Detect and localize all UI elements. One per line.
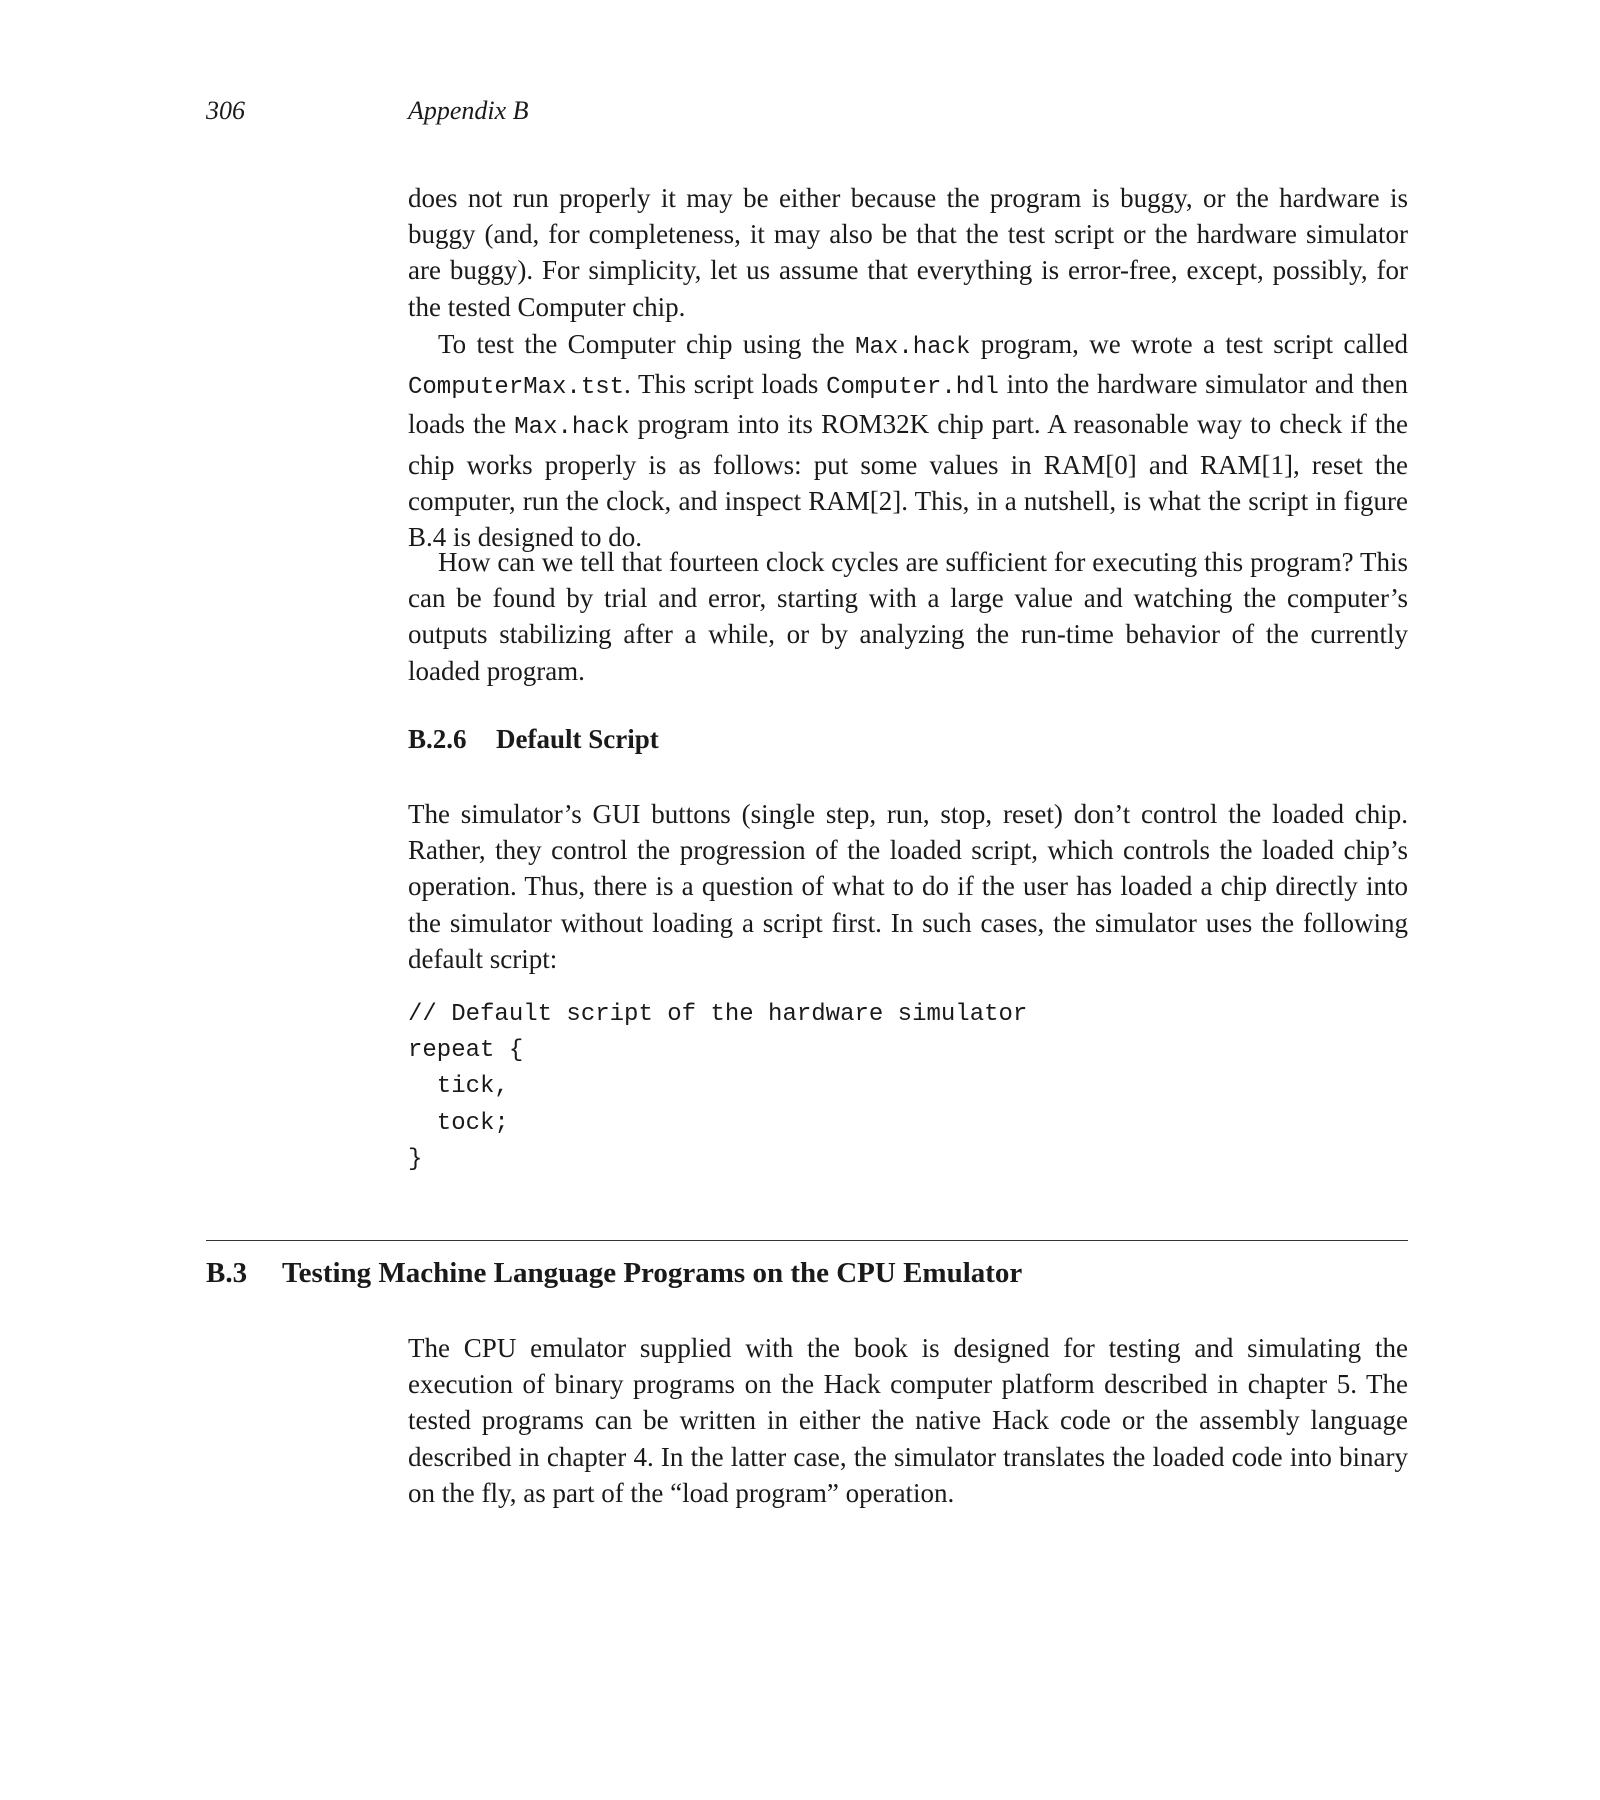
p2-code-max-hack-2: Max.hack — [514, 414, 630, 442]
section-heading — [206, 1257, 1022, 1290]
section-number: B.3 — [206, 1257, 248, 1289]
p2-code-computermax-tst: ComputerMax.tst — [408, 374, 625, 402]
p2-text-5: program into its ROM32K chip part. A reasonable way to check if the chip works properly is as follows: put some values in RAM[0] and RAM[1], reset the computer, run the clock, and inspect RAM[2]. This, in a nutshell, is what the script in figure B.4 is designed to do. — [408, 409, 1408, 553]
subsection-heading — [408, 724, 659, 755]
paragraph-clock-cycles — [408, 544, 1408, 689]
p2-text-3: . This script loads — [624, 369, 827, 400]
code-block — [408, 997, 1027, 1178]
code-line: tick, — [408, 1073, 509, 1101]
running-head: Appendix B — [408, 96, 529, 125]
p2-text-1: To test the Computer chip using the — [438, 329, 856, 359]
section-title: Testing Machine Language Programs on the CPU Emulator — [282, 1257, 1023, 1289]
section-divider — [206, 1240, 1408, 1241]
code-line: } — [408, 1145, 423, 1173]
subsection-title: Default Script — [496, 724, 659, 754]
code-line: tock; — [408, 1109, 509, 1137]
p3-text: How can we tell that fourteen clock cycles are sufficient for executing this program? This can be found by trial and error, starting with a large value and watching the computer’s outputs stabilizing after a while, or by analyzing the run-time behavior of the currently loaded program. — [408, 547, 1408, 686]
paragraph-buggy-program: does not run properly it may be either because the program is buggy, or the hardware is buggy (and, for completeness, it may also be that the test script or the hardware simulator are buggy). For simplicity, let us assume that everything is error-free, except, possibly, for the tested Computer chip. — [408, 183, 1408, 322]
p2-text-2: program, we wrote a test script called — [970, 329, 1408, 359]
page-number: 306 — [206, 96, 245, 125]
p2-text-4: into the hardware simulator and then loads the — [408, 369, 1408, 440]
paragraph-default-script: The simulator’s GUI buttons (single step, run, stop, reset) don’t control the loaded chip. Rather, they control the progression of the loaded script, which controls the loaded chip’s operation. Thus, there is a question of what to do if the user has loaded a chip directly into the simulator without loading a script first. In such cases, the simulator uses the following default script: — [408, 799, 1408, 974]
subsection-number: B.2.6 — [408, 724, 467, 754]
p2-code-max-hack: Max.hack — [855, 334, 971, 361]
code-line: // Default script of the hardware simulator — [408, 1001, 1028, 1028]
code-line: repeat { — [408, 1037, 524, 1065]
p2-code-computer-hdl: Computer.hdl — [826, 374, 999, 402]
paragraph-cpu-emulator: The CPU emulator supplied with the book is designed for testing and simulating the execution of binary programs on the Hack computer platform described in chapter 5. The tested programs can be written in either the native Hack code or the assembly language described in chapter 4. In the latter case, the simulator translates the loaded code into binary on the fly, as part of the “load program” operation. — [408, 1333, 1408, 1508]
paragraph-test-computer-chip — [408, 326, 1408, 555]
